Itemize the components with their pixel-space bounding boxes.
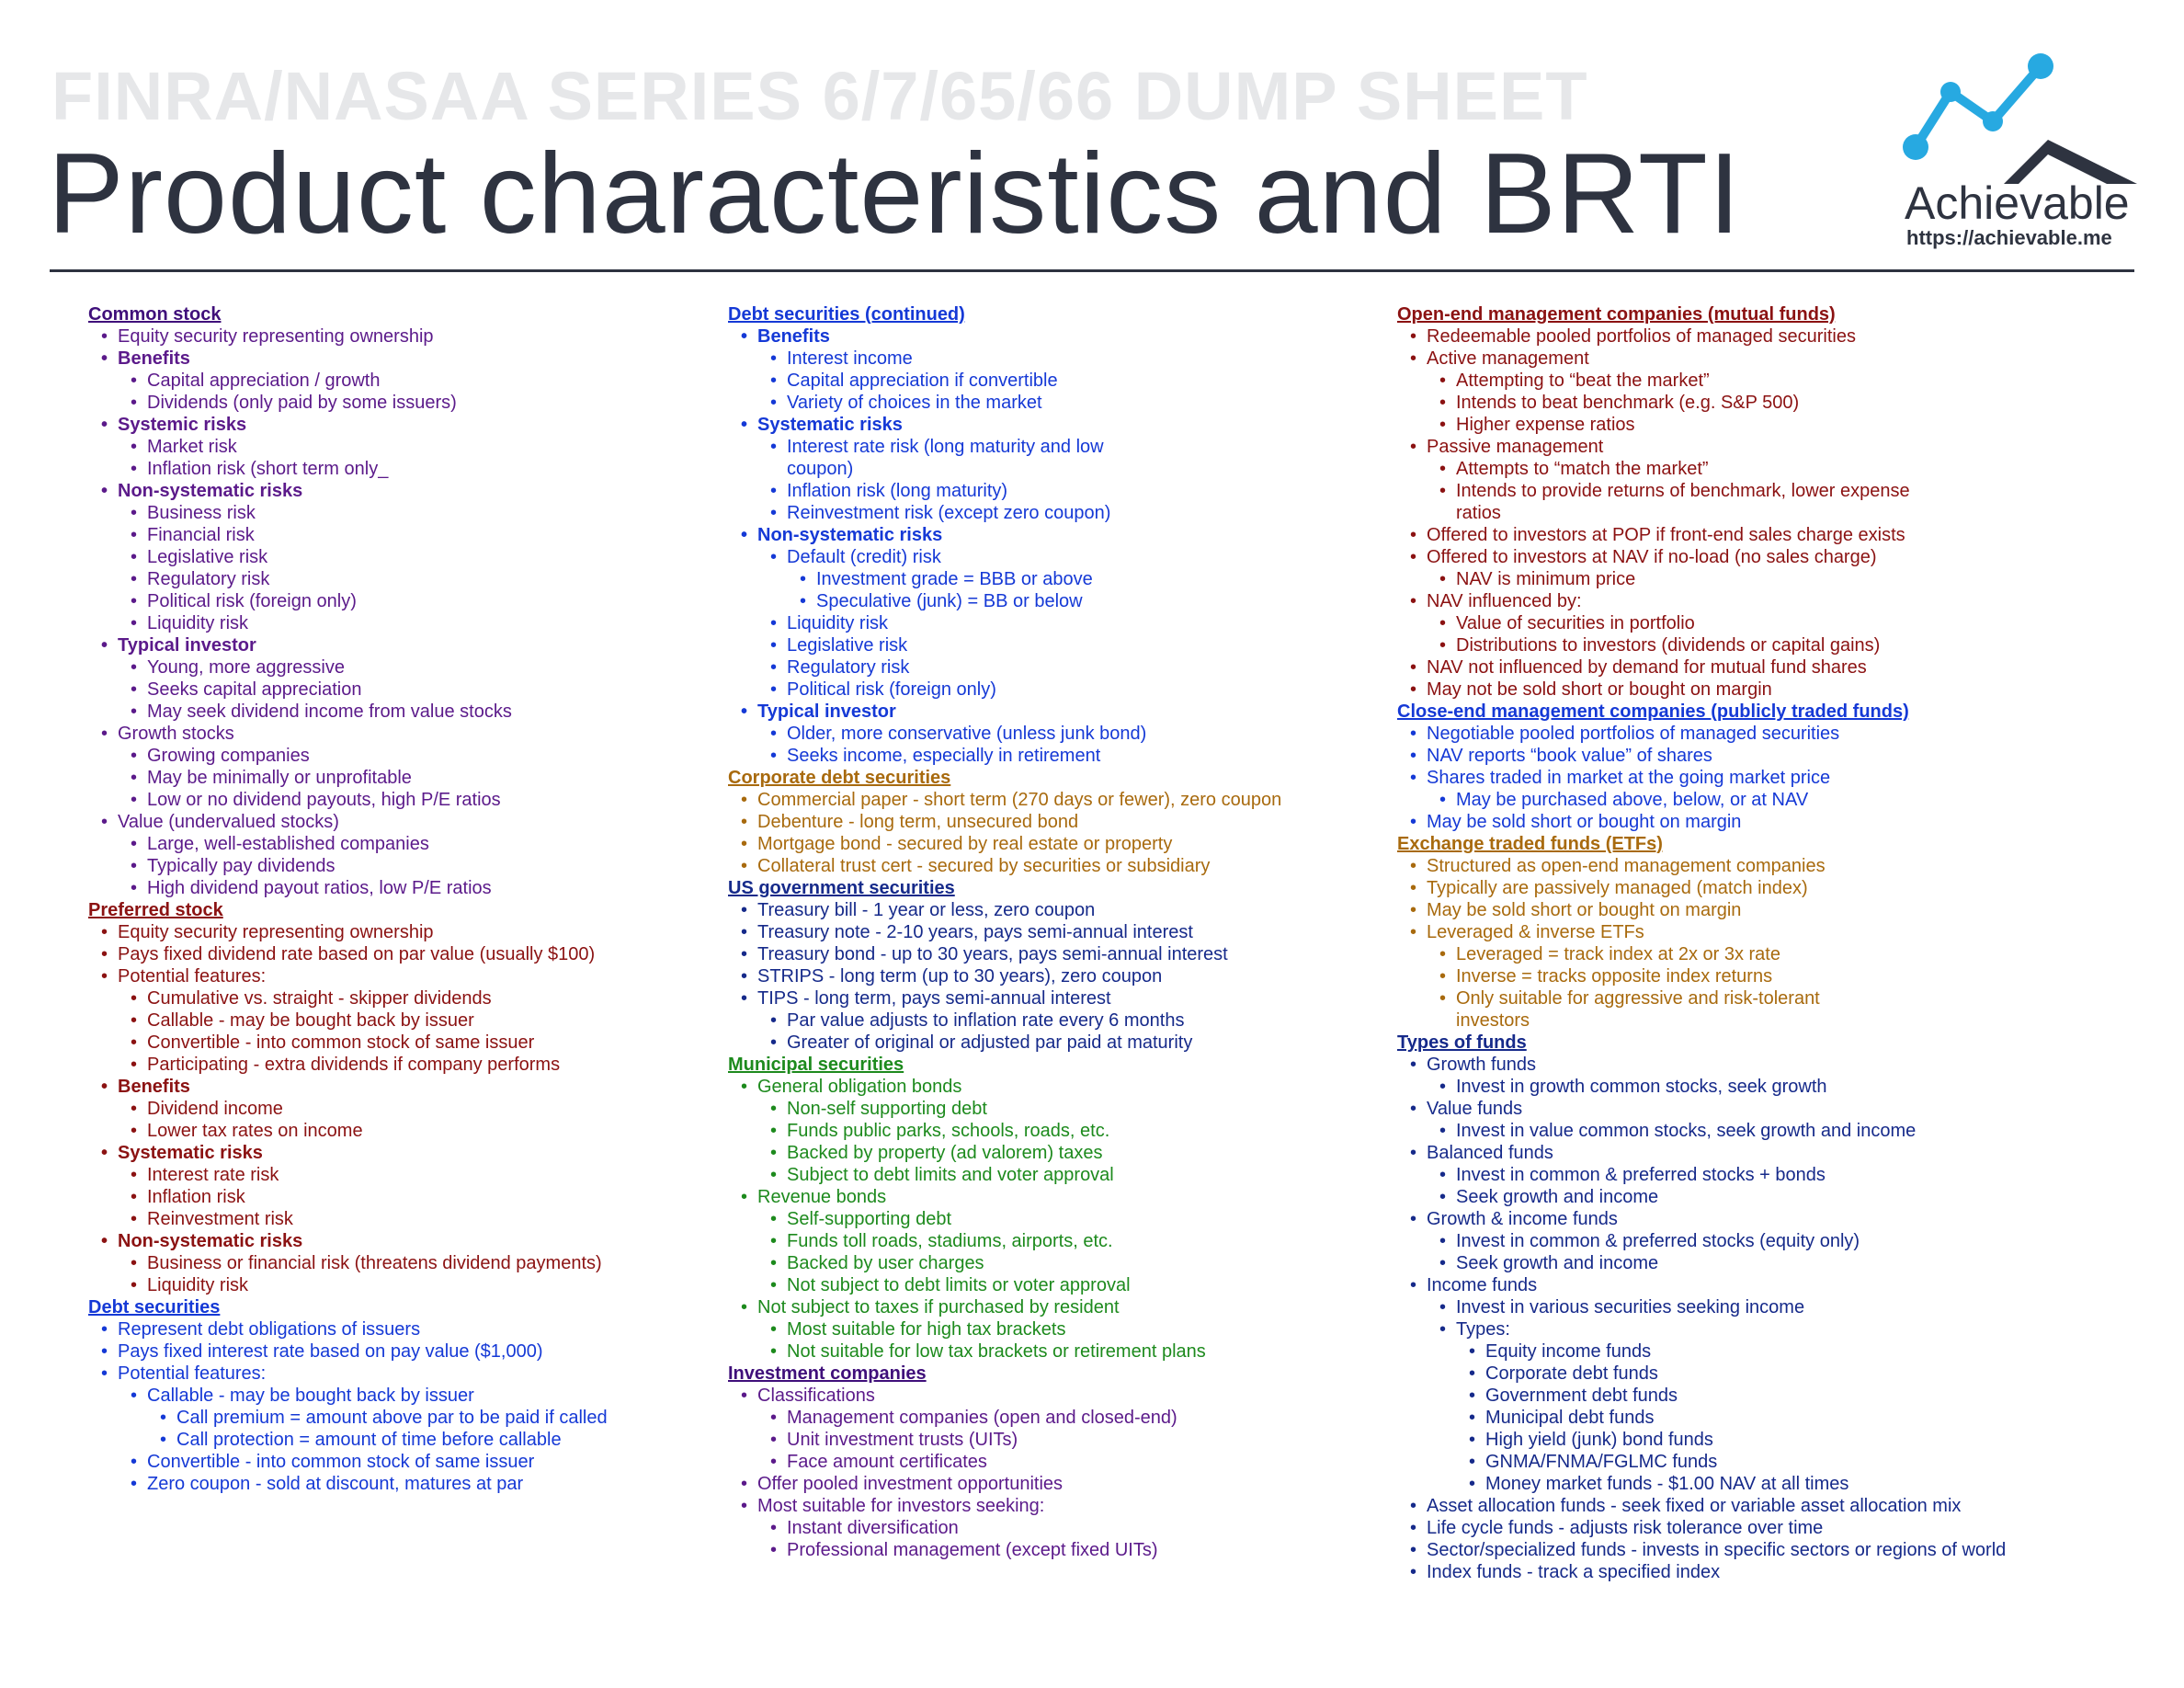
list-item: • Mortgage bond - secured by real estate or property <box>757 833 1316 855</box>
list-item: • Corporate debt funds <box>1485 1363 2133 1385</box>
list-item: • Only suitable for aggressive and risk-tolerant investors <box>1456 987 1888 1032</box>
list-item: • Investment grade = BBB or above <box>816 568 1316 590</box>
list-item: • Variety of choices in the market <box>787 392 1316 414</box>
list-item: • Income funds • Invest in various securities seeking income • Types: • Equity income funds • Corporate debt funds • Government debt funds • Municipal debt funds • High yield (junk) bond funds • GNMA/FNMA/FGLMC funds • Money market funds - $1.00 NAV at all times <box>1427 1274 2133 1495</box>
list-item: • Collateral trust cert - secured by securities or subsidiary <box>757 855 1316 877</box>
section-us-government <box>728 877 1316 1054</box>
list-item: • Typically pay dividends <box>147 855 649 877</box>
list-item: • Market risk <box>147 436 649 458</box>
list-item: • Zero coupon - sold at discount, matures at par <box>147 1473 649 1495</box>
list-item: • Unit investment trusts (UITs) <box>787 1429 1316 1451</box>
list-item: • Capital appreciation if convertible <box>787 370 1316 392</box>
list-item: • Seek growth and income <box>1456 1252 2133 1274</box>
list-item: • Cumulative vs. straight - skipper dividends <box>147 987 649 1009</box>
section-municipal <box>728 1054 1316 1363</box>
list-item: • Instant diversification <box>787 1517 1316 1539</box>
list-item: • NAV reports “book value” of shares <box>1427 745 2133 767</box>
list-item: • Convertible - into common stock of same issuer <box>147 1032 649 1054</box>
list-item: • Passive management • Attempts to “match the market” • Intends to provide returns of benchmark, lower expense ratios <box>1427 436 2133 524</box>
list-item: • Backed by property (ad valorem) taxes <box>787 1142 1316 1164</box>
section-title: Investment companies <box>728 1363 927 1384</box>
list-item: • Leveraged & inverse ETFs • Leveraged = track index at 2x or 3x rate • Inverse = tracks opposite index returns • Only suitable for aggressive and risk-tolerant investors <box>1427 921 2133 1032</box>
list-item: • Typically are passively managed (match index) <box>1427 877 2133 899</box>
list-item: • Most suitable for high tax brackets <box>787 1318 1316 1340</box>
list-item: • Intends to provide returns of benchmark, lower expense ratios <box>1456 480 1916 524</box>
section-title: Corporate debt securities <box>728 768 951 788</box>
list-item: • Growth & income funds • Invest in common & preferred stocks (equity only) • Seek growth and income <box>1427 1208 2133 1274</box>
column-2 <box>728 303 1316 1561</box>
list-item: • Regulatory risk <box>787 656 1316 679</box>
list-item: • Subject to debt limits and voter approval <box>787 1164 1316 1186</box>
column-3 <box>1397 303 2133 1583</box>
section-debt-continued <box>728 303 1316 767</box>
list-item: • High yield (junk) bond funds <box>1485 1429 2133 1451</box>
list-item: • Shares traded in market at the going market price • May be purchased above, below, or at NAV <box>1427 767 2133 811</box>
list-item: • Treasury note - 2-10 years, pays semi-annual interest <box>757 921 1316 943</box>
list-item: • Value (undervalued stocks) • Large, well-established companies • Typically pay dividends • High dividend payout ratios, low P/E ratios <box>118 811 649 899</box>
list-item: • Growing companies <box>147 745 649 767</box>
list-item: • Systematic risks • Interest rate risk • Inflation risk • Reinvestment risk <box>118 1142 649 1230</box>
list-item: • Non-systematic risks • Default (credit) risk • Investment grade = BBB or above • Speculative (junk) = BB or below • Liquidity risk • Legislative risk • Regulatory risk • Political risk (foreign only) <box>757 524 1316 701</box>
list-item: • Benefits • Capital appreciation / growth • Dividends (only paid by some issuers) <box>118 348 649 414</box>
list-item: • Call premium = amount above par to be paid if called <box>176 1407 649 1429</box>
list-item: • Offered to investors at POP if front-end sales charge exists <box>1427 524 1941 546</box>
section-title: Debt securities (continued) <box>728 304 965 325</box>
list-item: • Value of securities in portfolio <box>1456 612 2133 634</box>
list-item: • Legislative risk <box>147 546 649 568</box>
list-item: • Benefits • Interest income • Capital appreciation if convertible • Variety of choices in the market <box>757 325 1316 414</box>
list-item: • May be minimally or unprofitable <box>147 767 649 789</box>
list-item: • Business or financial risk (threatens dividend payments) <box>147 1252 649 1274</box>
header-divider <box>50 269 2134 272</box>
list-item: • Intends to beat benchmark (e.g. S&P 500) <box>1456 392 2133 414</box>
list-item: • Liquidity risk <box>787 612 1316 634</box>
section-open-end <box>1397 303 2133 701</box>
list-item: • Seeks capital appreciation <box>147 679 649 701</box>
list-item: • Treasury bond - up to 30 years, pays semi-annual interest <box>757 943 1272 965</box>
list-item: • Callable - may be bought back by issuer <box>147 1009 649 1032</box>
list-item: • Large, well-established companies <box>147 833 649 855</box>
list-item: • Asset allocation funds - seek fixed or variable asset allocation mix <box>1427 1495 2133 1517</box>
list-item: • Typical investor • Young, more aggressive • Seeks capital appreciation • May seek dividend income from value stocks <box>118 634 649 723</box>
list-item: • Pays fixed dividend rate based on par value (usually $100) <box>118 943 649 965</box>
list-item: • Offered to investors at NAV if no-load (no sales charge) • NAV is minimum price <box>1427 546 2133 590</box>
section-corporate-debt <box>728 767 1316 877</box>
list-item: • Political risk (foreign only) <box>147 590 649 612</box>
section-preferred-stock <box>88 899 649 1296</box>
list-item: • Call protection = amount of time before callable <box>176 1429 649 1451</box>
column-1 <box>88 303 649 1495</box>
list-item: • Liquidity risk <box>147 612 649 634</box>
list-item: • Pays fixed interest rate based on pay value ($1,000) <box>118 1340 649 1363</box>
list-item: • Leveraged = track index at 2x or 3x rate <box>1456 943 2133 965</box>
list-item: • Growth funds • Invest in growth common stocks, seek growth <box>1427 1054 2133 1098</box>
list-item: • Non-systematic risks • Business or financial risk (threatens dividend payments) • Liquidity risk <box>118 1230 649 1296</box>
list-item: • Interest income <box>787 348 1316 370</box>
list-item: • Invest in growth common stocks, seek growth <box>1456 1076 2133 1098</box>
list-item: • Offer pooled investment opportunities <box>757 1473 1316 1495</box>
list-item: • Distributions to investors (dividends or capital gains) <box>1456 634 2133 656</box>
list-item: • Treasury bill - 1 year or less, zero coupon <box>757 899 1316 921</box>
list-item: • Attempting to “beat the market” <box>1456 370 2133 392</box>
list-item: • Growth stocks • Growing companies • May be minimally or unprofitable • Low or no dividend payouts, high P/E ratios <box>118 723 649 811</box>
section-title: Municipal securities <box>728 1055 904 1075</box>
section-title: Common stock <box>88 304 222 325</box>
list-item: • Interest rate risk <box>147 1164 649 1186</box>
list-item: • Backed by user charges <box>787 1252 1316 1274</box>
list-item: • Legislative risk <box>787 634 1316 656</box>
list-item: • Inflation risk (short term only_ <box>147 458 649 480</box>
page-title: Product characteristics and BRTI <box>48 131 1742 257</box>
list-item: • Greater of original or adjusted par paid at maturity <box>787 1032 1316 1054</box>
list-item: • Most suitable for investors seeking: • Instant diversification • Professional management (except fixed UITs) <box>757 1495 1316 1561</box>
list-item: • Dividends (only paid by some issuers) <box>147 392 649 414</box>
list-item: • Index funds - track a specified index <box>1427 1561 2133 1583</box>
list-item: • Higher expense ratios <box>1456 414 2133 436</box>
list-item: • Low or no dividend payouts, high P/E ratios <box>147 789 649 811</box>
list-item: • Typical investor • Older, more conservative (unless junk bond) • Seeks income, especially in retirement <box>757 701 1316 767</box>
list-item: • Redeemable pooled portfolios of managed securities <box>1427 325 2133 348</box>
list-item: • Lower tax rates on income <box>147 1120 649 1142</box>
list-item: • Participating - extra dividends if company performs <box>147 1054 649 1076</box>
section-common-stock <box>88 303 649 899</box>
list-item: • Not suitable for low tax brackets or retirement plans <box>787 1340 1316 1363</box>
section-title: US government securities <box>728 878 955 898</box>
section-title: Types of funds <box>1397 1032 1527 1053</box>
list-item: • Speculative (junk) = BB or below <box>816 590 1316 612</box>
list-item: • Benefits • Dividend income • Lower tax rates on income <box>118 1076 649 1142</box>
list-item: • Non-self supporting debt <box>787 1098 1316 1120</box>
list-item: • Inverse = tracks opposite index returns <box>1456 965 2133 987</box>
list-item: • Life cycle funds - adjusts risk tolerance over time <box>1427 1517 2133 1539</box>
list-item: • Invest in common & preferred stocks + bonds <box>1456 1164 2133 1186</box>
section-title: Debt securities <box>88 1297 221 1317</box>
list-item: • Government debt funds <box>1485 1385 2133 1407</box>
list-item: • Inflation risk <box>147 1186 649 1208</box>
list-item: • May be purchased above, below, or at NAV <box>1456 789 2133 811</box>
section-investment-companies <box>728 1363 1316 1561</box>
list-item: • NAV is minimum price <box>1456 568 2133 590</box>
section-title: Preferred stock <box>88 900 223 920</box>
list-item: • Potential features: • Cumulative vs. straight - skipper dividends • Callable - may be bought back by issuer • Convertible - into common stock of same issuer • Participating - extra dividends if company performs <box>118 965 649 1076</box>
list-item: • Funds toll roads, stadiums, airports, etc. <box>787 1230 1316 1252</box>
list-item: • Political risk (foreign only) <box>787 679 1316 701</box>
list-item: • High dividend payout ratios, low P/E ratios <box>147 877 649 899</box>
list-item: • Non-systematic risks • Business risk • Financial risk • Legislative risk • Regulatory risk • Political risk (foreign only) • Liquidity risk <box>118 480 649 634</box>
list-item: • Seek growth and income <box>1456 1186 2133 1208</box>
list-item: • STRIPS - long term (up to 30 years), zero coupon <box>757 965 1316 987</box>
list-item: • Older, more conservative (unless junk bond) <box>787 723 1155 745</box>
list-item: • Attempts to “match the market” <box>1456 458 2133 480</box>
list-item: • Commercial paper - short term (270 days or fewer), zero coupon <box>757 789 1309 811</box>
section-debt-securities <box>88 1296 649 1495</box>
list-item: • May be sold short or bought on margin <box>1427 899 2133 921</box>
list-item: • Regulatory risk <box>147 568 649 590</box>
list-item: • Potential features: • Callable - may be bought back by issuer • Call premium = amount above par to be paid if called • Call protection = amount of time before callable • Convertible - into common stock of same issuer • Zero coupon - sold at discount, matures at par <box>118 1363 649 1495</box>
list-item: • Seeks income, especially in retirement <box>787 745 1316 767</box>
logo-text: Achievable <box>1905 177 2130 229</box>
list-item: • Interest rate risk (long maturity and low coupon) <box>787 436 1155 480</box>
list-item: • Self-supporting debt <box>787 1208 1316 1230</box>
list-item: • May seek dividend income from value stocks <box>147 701 649 723</box>
list-item: • Sector/specialized funds - invests in specific sectors or regions of world <box>1427 1539 2133 1561</box>
list-item: • Active management • Attempting to “beat the market” • Intends to beat benchmark (e.g. S&P 500) • Higher expense ratios <box>1427 348 2133 436</box>
list-item: • Debenture - long term, unsecured bond <box>757 811 1316 833</box>
list-item: • Not subject to debt limits or voter approval <box>787 1274 1316 1296</box>
list-item: • Equity income funds <box>1485 1340 2133 1363</box>
list-item: • May be sold short or bought on margin <box>1427 811 2133 833</box>
list-item: • Professional management (except fixed UITs) <box>787 1539 1316 1561</box>
list-item: • GNMA/FNMA/FGLMC funds <box>1485 1451 2133 1473</box>
list-item: • Business risk <box>147 502 649 524</box>
list-item: • Represent debt obligations of issuers <box>118 1318 649 1340</box>
list-item: • Callable - may be bought back by issuer • Call premium = amount above par to be paid if called • Call protection = amount of time before callable <box>147 1385 649 1451</box>
list-item: • Types: • Equity income funds • Corporate debt funds • Government debt funds • Municipal debt funds • High yield (junk) bond funds • GNMA/FNMA/FGLMC funds • Money market funds - $1.00 NAV at all times <box>1456 1318 2133 1495</box>
list-item: • Inflation risk (long maturity) <box>787 480 1316 502</box>
list-item: • Equity security representing ownership <box>118 325 649 348</box>
list-item: • Balanced funds • Invest in common & preferred stocks + bonds • Seek growth and income <box>1427 1142 2133 1208</box>
list-item: • Dividend income <box>147 1098 649 1120</box>
list-item: • Invest in value common stocks, seek growth and income <box>1456 1120 2133 1142</box>
list-item: • Municipal debt funds <box>1485 1407 2133 1429</box>
section-title: Exchange traded funds (ETFs) <box>1397 834 1663 854</box>
section-close-end <box>1397 701 2133 833</box>
list-item: • Management companies (open and closed-end) <box>787 1407 1316 1429</box>
list-item: • Capital appreciation / growth <box>147 370 649 392</box>
list-item: • Convertible - into common stock of same issuer <box>147 1451 649 1473</box>
list-item: • Financial risk <box>147 524 649 546</box>
list-item: • Negotiable pooled portfolios of managed securities <box>1427 723 2133 745</box>
section-types-of-funds <box>1397 1032 2133 1583</box>
list-item: • Classifications • Management companies (open and closed-end) • Unit investment trusts (UITs) • Face amount certificates <box>757 1385 1316 1473</box>
list-item: • Systemic risks • Market risk • Inflation risk (short term only_ <box>118 414 649 480</box>
supertitle: FINRA/NASAA SERIES 6/7/65/66 DUMP SHEET <box>51 58 1588 134</box>
list-item: • Reinvestment risk <box>147 1208 649 1230</box>
logo-url[interactable]: https://achievable.me <box>1906 226 2112 249</box>
list-item: • Equity security representing ownership <box>118 921 649 943</box>
list-item: • Invest in various securities seeking income <box>1456 1296 2133 1318</box>
list-item: • May not be sold short or bought on margin <box>1427 679 2133 701</box>
list-item: • Money market funds - $1.00 NAV at all times <box>1485 1473 2133 1495</box>
list-item: • Funds public parks, schools, roads, etc. <box>787 1120 1316 1142</box>
list-item: • Reinvestment risk (except zero coupon) <box>787 502 1316 524</box>
section-title: Open-end management companies (mutual funds) <box>1397 304 1836 325</box>
list-item: • NAV influenced by: • Value of securities in portfolio • Distributions to investors (dividends or capital gains) <box>1427 590 2133 656</box>
list-item: • Value funds • Invest in value common stocks, seek growth and income <box>1427 1098 2133 1142</box>
list-item: • Par value adjusts to inflation rate every 6 months <box>787 1009 1316 1032</box>
list-item: • Face amount certificates <box>787 1451 1316 1473</box>
list-item: • NAV not influenced by demand for mutual fund shares <box>1427 656 2133 679</box>
list-item: • TIPS - long term, pays semi-annual interest • Par value adjusts to inflation rate every 6 months • Greater of original or adjusted par paid at maturity <box>757 987 1316 1054</box>
list-item: • Revenue bonds • Self-supporting debt • Funds toll roads, stadiums, airports, etc. • Backed by user charges • Not subject to debt limits or voter approval <box>757 1186 1316 1296</box>
list-item: • General obligation bonds • Non-self supporting debt • Funds public parks, schools, roads, etc. • Backed by property (ad valorem) taxes • Subject to debt limits and voter approval <box>757 1076 1316 1186</box>
list-item: • Young, more aggressive <box>147 656 649 679</box>
list-item: • Structured as open-end management companies <box>1427 855 2133 877</box>
section-title: Close-end management companies (publicly traded funds) <box>1397 701 1909 722</box>
list-item: • Liquidity risk <box>147 1274 649 1296</box>
list-item: • Systematic risks • Interest rate risk (long maturity and low coupon) • Inflation risk (long maturity) • Reinvestment risk (except zero coupon) <box>757 414 1316 524</box>
section-etfs <box>1397 833 2133 1032</box>
list-item: • Invest in common & preferred stocks (equity only) <box>1456 1230 2133 1252</box>
list-item: • Default (credit) risk • Investment grade = BBB or above • Speculative (junk) = BB or below <box>787 546 1316 612</box>
list-item: • Not subject to taxes if purchased by resident • Most suitable for high tax brackets • Not suitable for low tax brackets or retirement plans <box>757 1296 1316 1363</box>
